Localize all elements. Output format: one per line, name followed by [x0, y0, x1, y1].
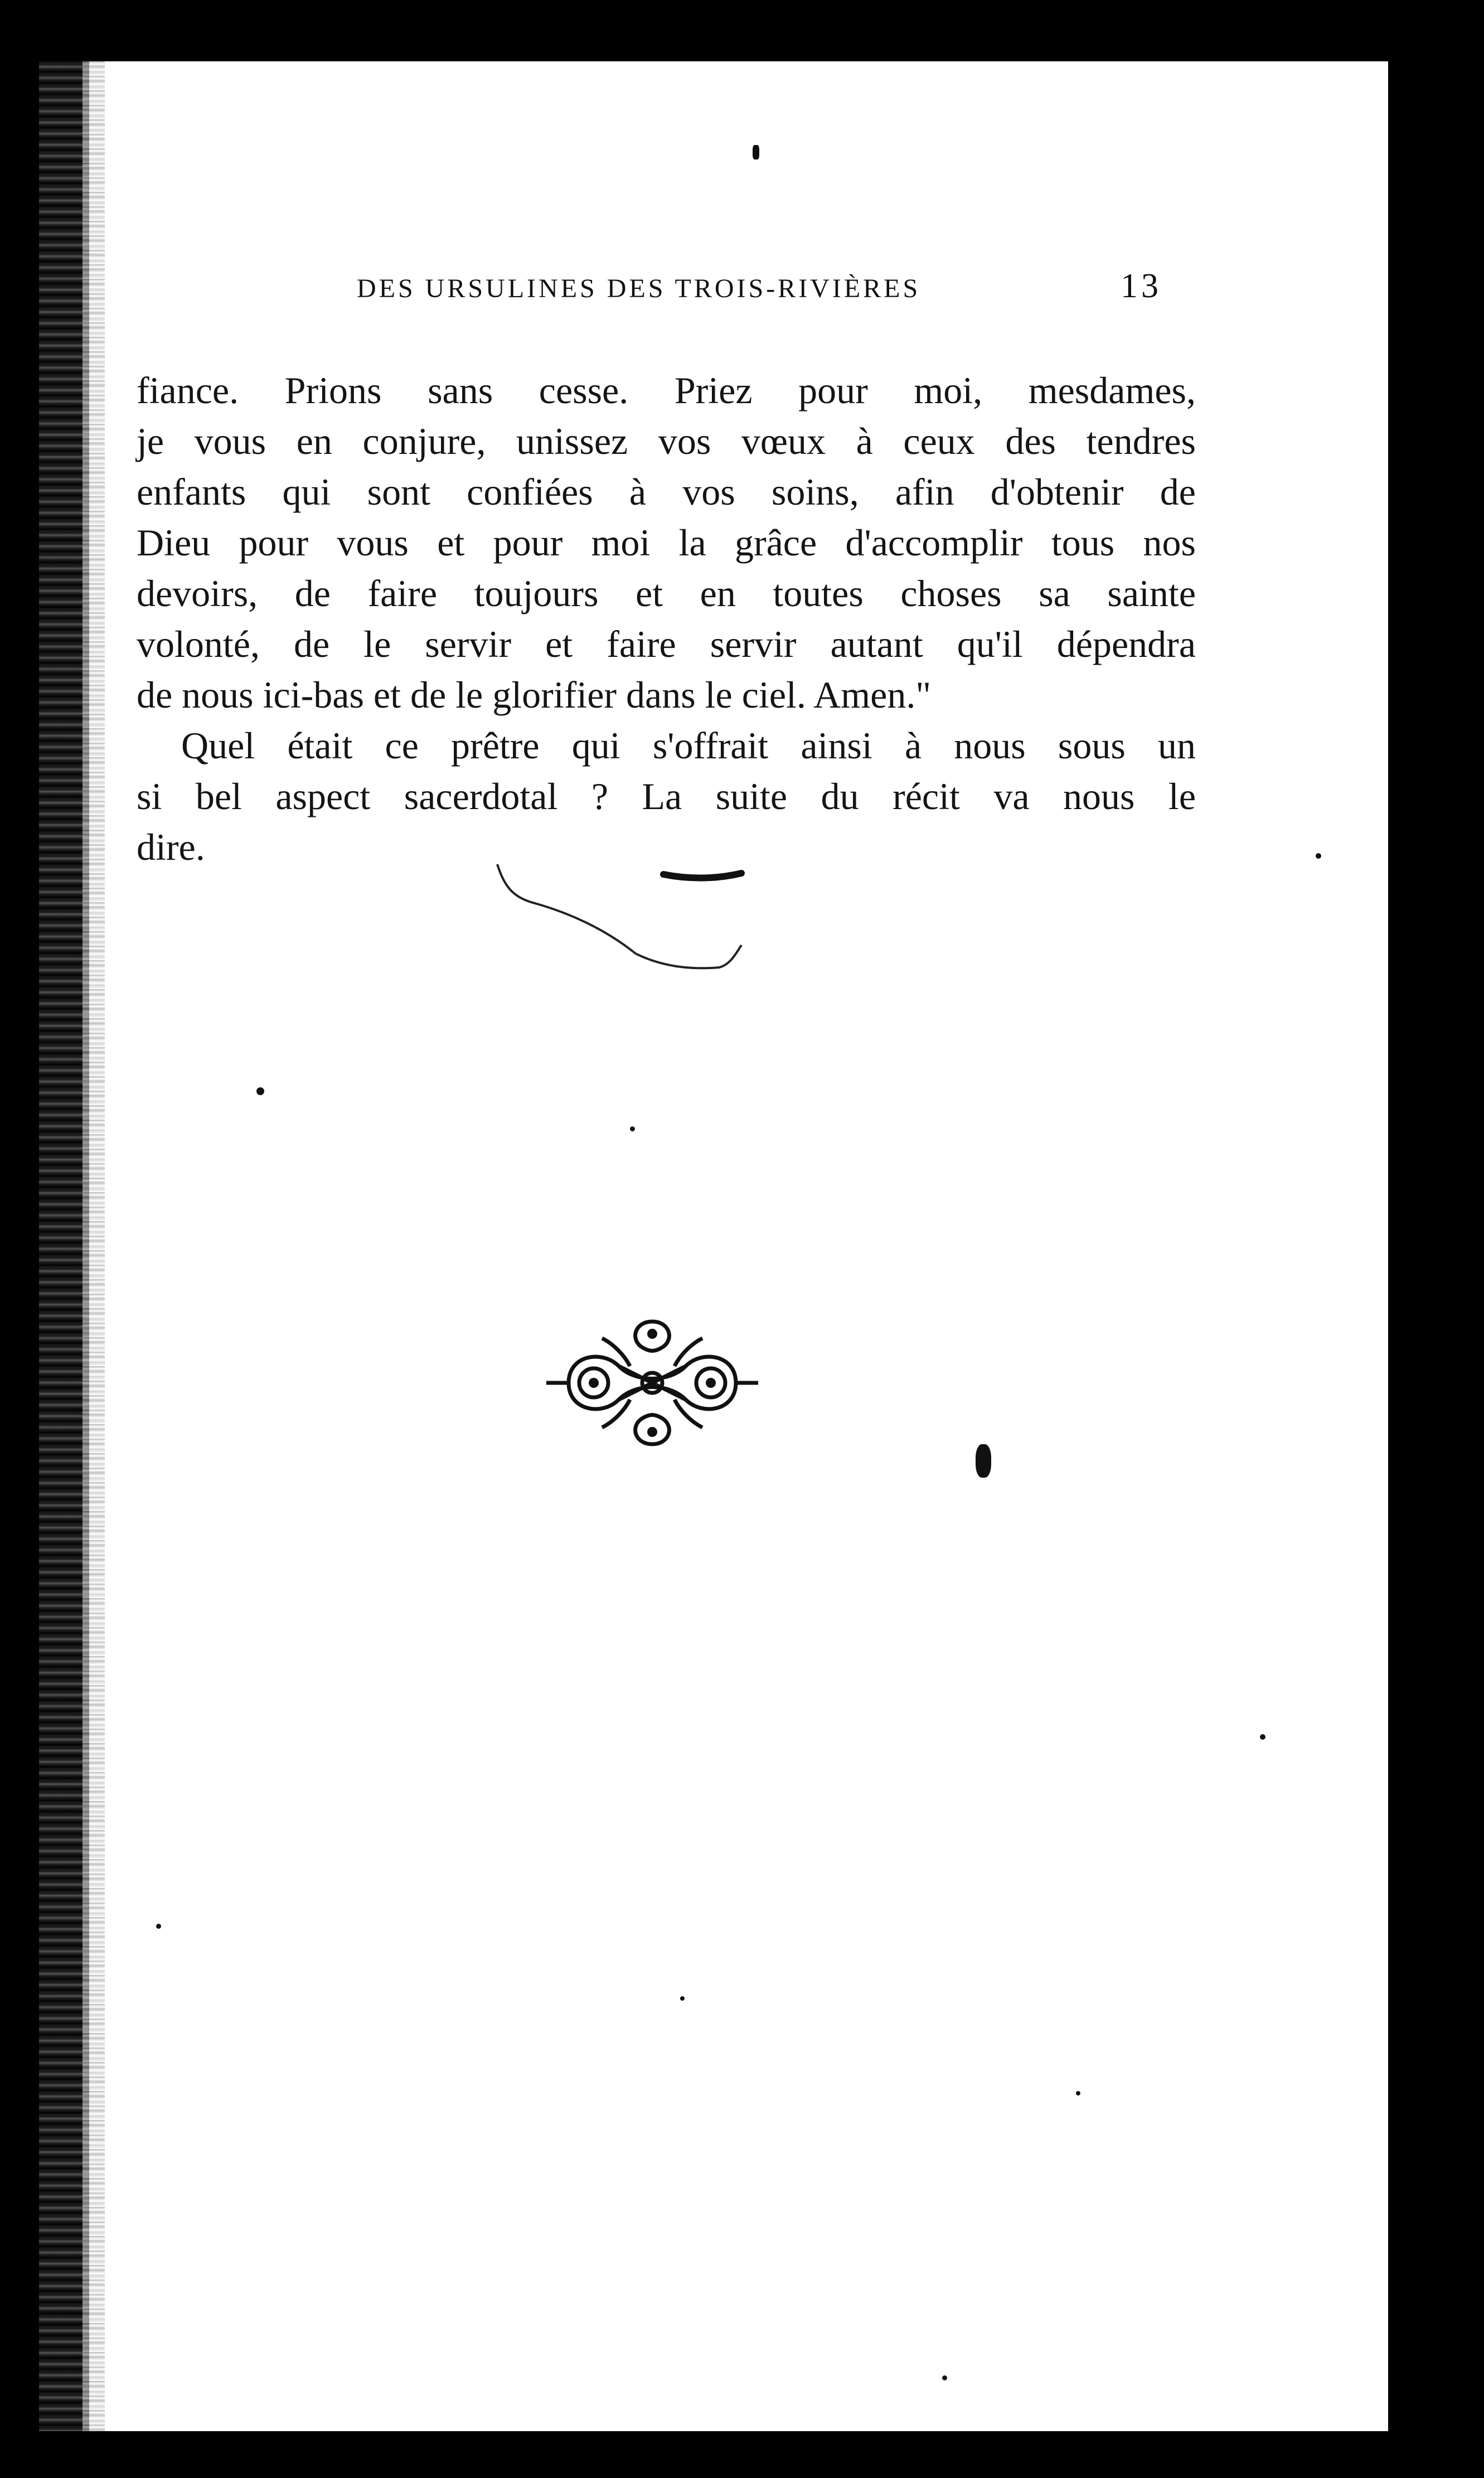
- pen-stroke-icon: [452, 853, 764, 1032]
- text-line: volonté, de le servir et faire servir autant qu'il dépendra: [137, 623, 1196, 665]
- text-line: fiance. Prions sans cesse. Priez pour moi, mesdames,: [137, 369, 1196, 412]
- text-line: Quel était ce prêtre qui s'offrait ainsi à nous sous un: [181, 724, 1196, 767]
- text-line: je vous en conjure, unissez vos vœux à ceux des tendres: [137, 420, 1196, 462]
- scan-speck: [256, 1087, 264, 1095]
- body-text: [137, 365, 1196, 873]
- scan-speck: [1076, 2091, 1080, 2095]
- scan-speck: [630, 1126, 635, 1131]
- paragraph-1: [137, 365, 1196, 720]
- scan-speck: [976, 1444, 991, 1478]
- scan-speck: [942, 2375, 947, 2380]
- text-line: dire.: [137, 826, 205, 868]
- fleuron-ornament-icon: [535, 1305, 769, 1461]
- scan-speck: [753, 145, 759, 159]
- text-line: de nous ici-bas et de le glorifier dans le ciel. Amen.": [137, 674, 932, 716]
- scan-speck: [156, 1924, 161, 1929]
- text-line: Dieu pour vous et pour moi la grâce d'accomplir tous nos: [137, 521, 1196, 564]
- running-head: DES URSULINES DES TROIS-RIVIÈRES: [357, 274, 921, 303]
- text-line: si bel aspect sacerdotal ? La suite du récit va nous le: [137, 775, 1196, 817]
- text-line: enfants qui sont confiées à vos soins, afin d'obtenir de: [137, 471, 1196, 513]
- scanned-page: [39, 61, 1388, 2431]
- scan-speck: [1316, 853, 1321, 859]
- binding-shadow: [39, 61, 89, 2431]
- page-number: 13: [1121, 267, 1162, 305]
- scan-speck: [1260, 1734, 1265, 1740]
- text-line: devoirs, de faire toujours et en toutes choses sa sainte: [137, 572, 1196, 614]
- paragraph-2: [137, 720, 1196, 873]
- scan-speck: [680, 1996, 685, 2001]
